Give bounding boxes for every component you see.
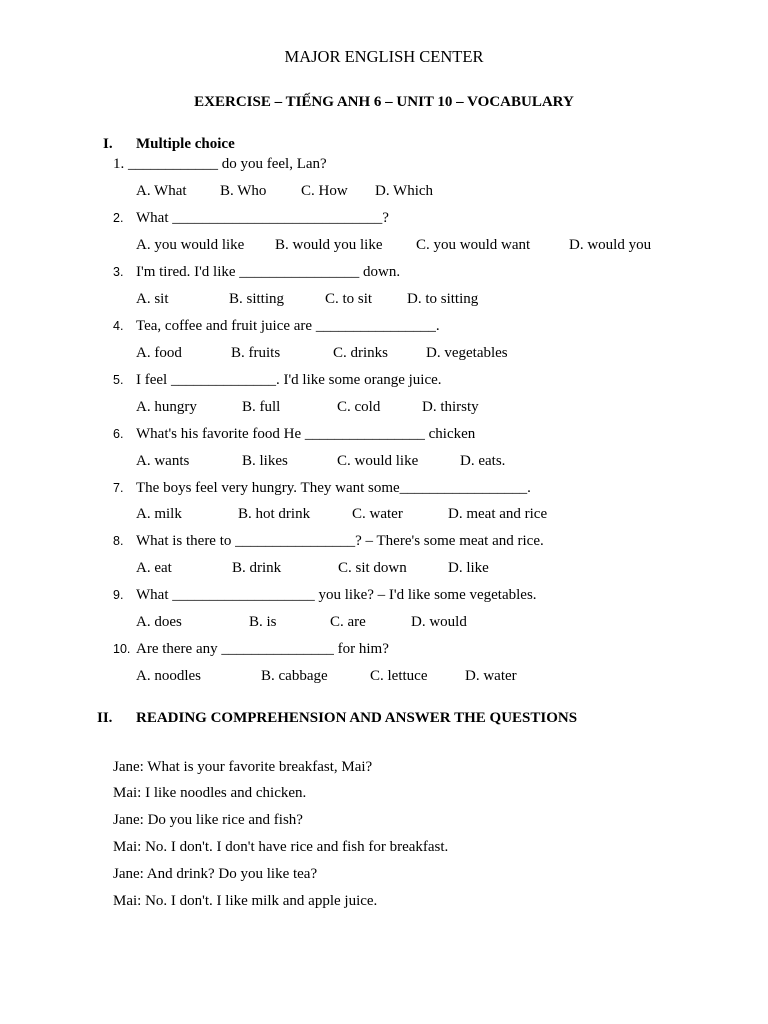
question-number: 1. — [113, 156, 125, 172]
question-text: What ___________________ you like? – I'd like some vegetables. — [136, 587, 537, 603]
question-text: What is there to ________________? – There's some meat and rice. — [136, 533, 544, 549]
option-b: B. fruits — [231, 345, 281, 361]
option-a: A. does — [136, 614, 182, 630]
option-d: D. water — [465, 668, 517, 684]
section2-numeral: II. — [97, 710, 113, 726]
question-number: 9. — [113, 588, 124, 602]
question-text: ____________ do you feel, Lan? — [128, 156, 327, 172]
option-a: A. milk — [136, 506, 182, 522]
question-number: 4. — [113, 319, 124, 333]
option-d: D. like — [448, 560, 489, 576]
question-text: What's his favorite food He ________________ chicken — [136, 426, 476, 442]
option-b: B. would you like — [275, 237, 383, 253]
option-c: C. you would want — [416, 237, 531, 253]
question-number: 6. — [113, 427, 124, 441]
option-d: D. to sitting — [407, 291, 479, 307]
option-a: A. What — [136, 183, 187, 199]
option-b: B. sitting — [229, 291, 285, 307]
question-text: I'm tired. I'd like ________________ down. — [136, 264, 401, 280]
option-a: A. wants — [136, 453, 190, 469]
question-number: 3. — [113, 265, 124, 279]
option-a: A. noodles — [136, 668, 201, 684]
option-c: C. to sit — [325, 291, 373, 307]
option-c: C. would like — [337, 453, 419, 469]
dialogue-line: Mai: I like noodles and chicken. — [113, 785, 307, 801]
option-b: B. hot drink — [238, 506, 311, 522]
option-b: B. is — [249, 614, 277, 630]
exercise-title: EXERCISE – TIẾNG ANH 6 – UNIT 10 – VOCABULARY — [194, 94, 574, 110]
option-c: C. sit down — [338, 560, 407, 576]
option-c: C. lettuce — [370, 668, 428, 684]
option-a: A. hungry — [136, 399, 197, 415]
option-a: A. food — [136, 345, 182, 361]
option-d: D. meat and rice — [448, 506, 548, 522]
question-number: 5. — [113, 373, 124, 387]
option-a: A. you would like — [136, 237, 245, 253]
section2-title: READING COMPREHENSION AND ANSWER THE QUESTIONS — [136, 710, 578, 726]
question-number: 7. — [113, 481, 124, 495]
option-c: C. How — [301, 183, 348, 199]
option-d: D. thirsty — [422, 399, 479, 415]
option-d: D. Which — [375, 183, 434, 199]
option-a: A. eat — [136, 560, 172, 576]
dialogue-line: Jane: And drink? Do you like tea? — [113, 866, 318, 882]
option-d: D. vegetables — [426, 345, 508, 361]
question-number: 8. — [113, 534, 124, 548]
section1-numeral: I. — [103, 136, 113, 152]
dialogue-line: Jane: What is your favorite breakfast, Mai? — [113, 759, 373, 775]
question-number: 10. — [113, 642, 131, 656]
dialogue-line: Mai: No. I don't. I don't have rice and fish for breakfast. — [113, 839, 449, 855]
question-text: Tea, coffee and fruit juice are ________________. — [136, 318, 440, 334]
dialogue-line: Mai: No. I don't. I like milk and apple juice. — [113, 893, 378, 909]
option-c: C. cold — [337, 399, 381, 415]
question-text: Are there any _______________ for him? — [136, 641, 389, 657]
question-text: I feel ______________. I'd like some orange juice. — [136, 372, 442, 388]
option-b: B. drink — [232, 560, 282, 576]
option-b: B. cabbage — [261, 668, 328, 684]
section1-title: Multiple choice — [136, 136, 235, 152]
question-text: What ____________________________? — [136, 210, 389, 226]
school-name: MAJOR ENGLISH CENTER — [284, 47, 484, 66]
option-d: D. would you — [569, 237, 652, 253]
question-number: 2. — [113, 211, 124, 225]
option-d: D. would — [411, 614, 467, 630]
question-text: The boys feel very hungry. They want some_________________. — [136, 480, 531, 496]
option-b: B. likes — [242, 453, 288, 469]
option-d: D. eats. — [460, 453, 506, 469]
option-c: C. drinks — [333, 345, 389, 361]
dialogue-line: Jane: Do you like rice and fish? — [113, 812, 303, 828]
option-b: B. Who — [220, 183, 267, 199]
option-c: C. are — [330, 614, 366, 630]
option-a: A. sit — [136, 291, 169, 307]
option-c: C. water — [352, 506, 403, 522]
option-b: B. full — [242, 399, 281, 415]
